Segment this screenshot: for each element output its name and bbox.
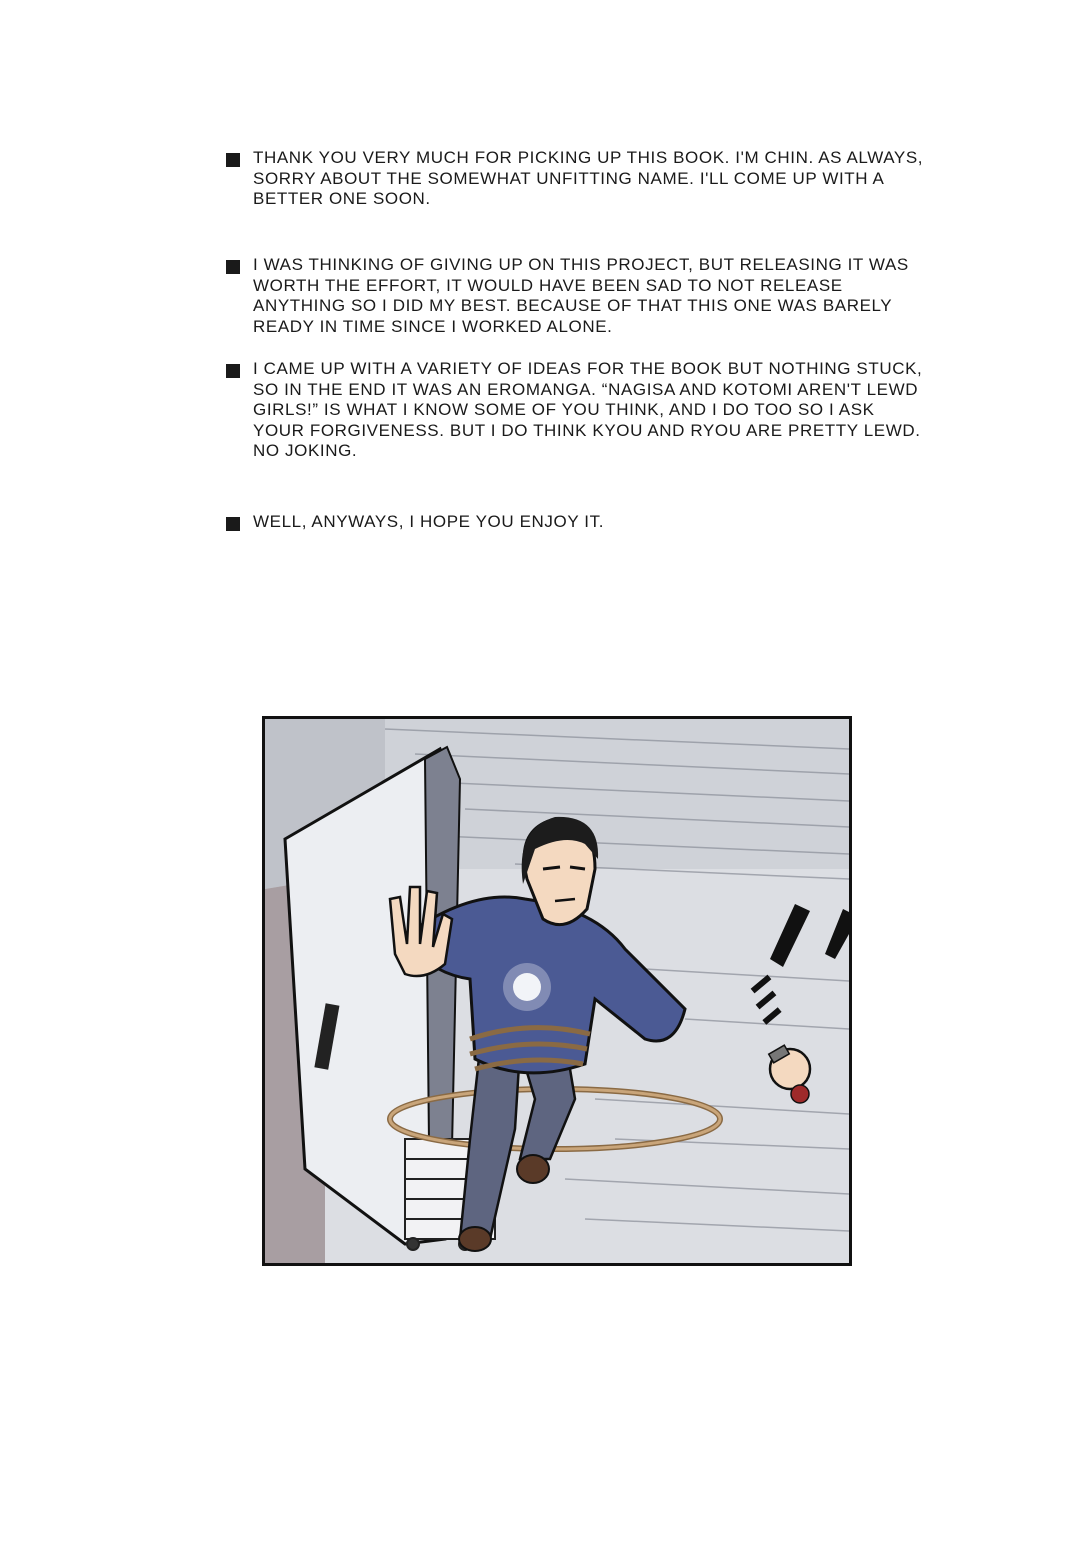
comic-panel [262, 716, 852, 1266]
note-text: THANK YOU VERY MUCH FOR PICKING UP THIS BOOK. I'M CHIN. AS ALWAYS, SORRY ABOUT THE SOMEWHAT UNFITTING NAME. I'LL COME UP WITH A BETTER ONE SOON. [253, 148, 924, 208]
bullet-square-icon [226, 364, 240, 378]
bullet-square-icon [226, 153, 240, 167]
note-text: I CAME UP WITH A VARIETY OF IDEAS FOR THE BOOK BUT NOTHING STUCK, SO IN THE END IT WAS AN EROMANGA. “NAGISA AND KOTOMI AREN'T LEWD GIRLS!” IS WHAT I KNOW SOME OF YOU THINK, AND I DO TOO SO I ASK YOUR FORGIVENESS. BUT I DO THINK KYOU AND RYOU ARE PRETTY LEWD. NO JOKING. [253, 359, 923, 460]
bullet-square-icon [226, 260, 240, 274]
comic-illustration [265, 719, 849, 1263]
note-text: I WAS THINKING OF GIVING UP ON THIS PROJECT, BUT RELEASING IT WAS WORTH THE EFFORT, IT WOULD HAVE BEEN SAD TO NOT RELEASE ANYTHING SO I DID MY BEST. BECAUSE OF THAT THIS ONE WAS BARELY READY IN TIME SINCE I WORKED ALONE. [253, 255, 909, 336]
note-text: WELL, ANYWAYS, I HOPE YOU ENJOY IT. [253, 512, 605, 531]
bullet-square-icon [226, 517, 240, 531]
